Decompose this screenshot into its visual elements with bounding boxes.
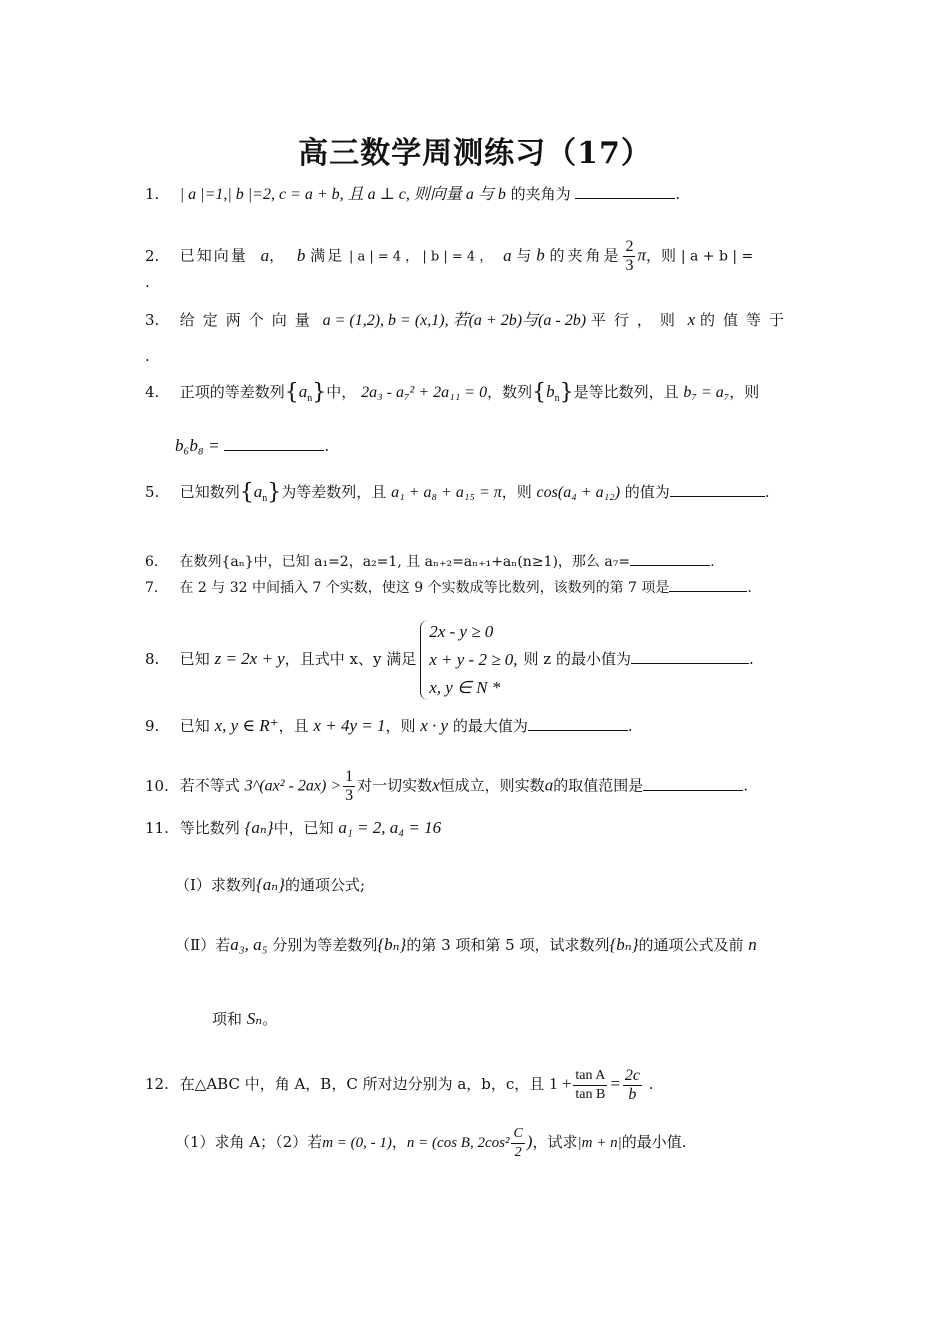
q8-text1: 已知	[179, 650, 210, 668]
seq: {bₙ}	[377, 935, 407, 954]
period: .	[743, 776, 748, 795]
comma: ，	[269, 246, 285, 265]
q11-equation: a₁ = 2, a₄ = 16	[338, 818, 442, 837]
seq2: {bₙ}	[609, 935, 639, 954]
part-text4: 的最小值.	[621, 1133, 687, 1151]
q5-text2: 为等差数列，且	[281, 483, 387, 501]
q4-text3: ，数列	[487, 383, 533, 401]
q4-equation: 2a₃ - a₇² + 2a₁₁ = 0	[361, 384, 488, 401]
q2-text1: 已知向量	[179, 246, 248, 265]
q12-part	[175, 1122, 686, 1163]
answer-blank[interactable]	[669, 577, 747, 592]
q2-expression: | a + b | =	[680, 248, 754, 265]
q9-text1: 已知	[179, 717, 210, 735]
q10-fraction	[343, 768, 355, 805]
q8-text2: ，且式中 x、y 满足	[284, 650, 417, 668]
period: .	[747, 580, 752, 596]
var-x: x	[432, 775, 440, 795]
constraint-2: x + y - 2 ≥ 0,	[429, 650, 518, 669]
q7-text: 在 2 与 32 中间插入 7 个实数，使这 9 个实数成等比数列，该数列的第 7 项是	[179, 580, 670, 596]
q3-text3: 的值等于	[699, 311, 792, 329]
q9-equation: x + 4y = 1	[313, 716, 386, 735]
q8-equation: z = 2x + y	[214, 649, 285, 668]
brace-left: {	[284, 380, 299, 405]
answer-blank[interactable]	[670, 482, 765, 497]
q2-vector-a: a	[260, 245, 270, 265]
seq: {aₙ}	[255, 875, 285, 894]
q3-text1: 给定两个向量	[179, 311, 318, 329]
q9-condition: x, y ∈ R⁺	[214, 716, 279, 735]
question-number: 4.	[145, 383, 160, 401]
question-9	[145, 716, 633, 736]
brace-left: {	[239, 480, 254, 505]
question-12	[145, 1064, 654, 1104]
q4-line2-expr: b₆b₈ =	[175, 436, 220, 455]
magnitude-expr: |m + n|	[577, 1135, 622, 1151]
system-brace	[420, 620, 429, 700]
q4-line2	[175, 436, 329, 456]
question-3	[145, 310, 792, 331]
q4-equation2: b₇ = a₇	[683, 384, 730, 401]
part-label: （Ⅱ）若	[175, 936, 231, 954]
q2-fraction	[623, 238, 635, 275]
q12-fraction2	[623, 1067, 642, 1104]
question-number: 8.	[145, 650, 160, 668]
q3-text2: 平行，则	[590, 311, 683, 329]
q5-text1: 已知数列	[179, 483, 240, 501]
period: .	[145, 273, 150, 291]
period: .	[324, 437, 330, 455]
q8-system	[429, 618, 517, 702]
answer-blank[interactable]	[224, 436, 324, 451]
part-text1: （1）求角 A；（2）若	[175, 1133, 323, 1151]
var-a: a	[544, 775, 554, 795]
equals: =	[609, 1074, 621, 1093]
question-5: 5. 已知数列$\{a_n\}$为等差数列，且 a₁ + a₈ + a₁₅ = π，则 cos(a₄ + a₁₂) 的值为 .	[145, 480, 770, 505]
part-label: （I）求数列	[175, 876, 256, 894]
brace-right: }	[559, 380, 574, 405]
question-number: 2.	[145, 246, 160, 265]
seq-b: b	[546, 382, 555, 401]
q11-part1	[175, 874, 365, 895]
q10-text1: 若不等式	[179, 776, 240, 795]
answer-blank[interactable]	[528, 716, 628, 731]
q9-expression: x · y	[420, 716, 449, 735]
q9-text3: ，则	[385, 717, 416, 735]
q5-equation: a₁ + a₈ + a₁₅ = π	[391, 484, 502, 501]
period: .	[648, 1075, 654, 1093]
q11-part2	[175, 934, 757, 955]
q12-fraction1	[573, 1067, 607, 1104]
period: .	[675, 185, 681, 203]
question-number: 1.	[145, 185, 160, 203]
question-number: 7.	[145, 580, 159, 596]
paren-close: )	[526, 1132, 533, 1151]
question-number: 3.	[145, 311, 160, 329]
numerator: 2c	[624, 1066, 640, 1084]
q9-text2: ，且	[278, 717, 309, 735]
period: .	[748, 650, 754, 668]
q10-text4: 的取值范围是	[553, 776, 644, 795]
q2-vector-b: b	[296, 245, 306, 265]
q9-text4: 的最大值为	[452, 717, 528, 735]
q8-text3: 则 z 的最小值为	[523, 650, 631, 668]
vector-m: m = (0, - 1)	[322, 1135, 392, 1151]
question-number: 12.	[145, 1075, 169, 1093]
question-number: 11.	[145, 819, 169, 837]
question-7	[145, 577, 752, 598]
q3-x: x	[687, 310, 696, 329]
part-text: 的通项公式;	[284, 876, 365, 894]
question-10	[145, 768, 748, 805]
constraint-1: 2x - y ≥ 0	[429, 622, 494, 641]
period: .	[764, 483, 770, 501]
q2-vector-b2: b	[536, 245, 545, 265]
numerator: 1	[345, 768, 354, 785]
seq-a: a	[298, 382, 308, 401]
numerator: tan A	[573, 1067, 607, 1086]
q4-text2: 中，	[326, 383, 357, 401]
denominator: 2	[514, 1144, 522, 1160]
q5-expression: cos(a₄ + a₁₂)	[536, 484, 621, 501]
q5-text3: ，则	[501, 483, 532, 501]
denominator: 3	[625, 257, 634, 274]
c-half-fraction	[511, 1125, 524, 1162]
q10-inequality: 3^(ax² - 2ax) >	[244, 777, 342, 795]
period: 。	[262, 1010, 278, 1028]
question-6	[145, 551, 715, 572]
part-text: 项和	[212, 1010, 243, 1028]
q3-line2	[145, 346, 150, 366]
q11-seq: {aₙ}	[244, 818, 274, 837]
period: .	[710, 554, 715, 570]
q11-text1: 等比数列	[179, 819, 240, 837]
question-8	[145, 617, 754, 701]
q4-text5: ，则	[729, 383, 760, 401]
denominator: b	[628, 1085, 637, 1103]
vector-n: n = (cos B, 2cos²	[406, 1135, 510, 1151]
q2-line2	[145, 272, 150, 292]
denominator: tan B	[575, 1086, 606, 1102]
answer-blank[interactable]	[630, 551, 710, 566]
q12-text1: 在△ABC 中，角 A，B，C 所对边分别为 a，b，c，且	[179, 1075, 545, 1093]
answer-blank[interactable]	[643, 776, 743, 791]
question-2	[145, 238, 753, 275]
brace-right: }	[312, 380, 327, 405]
constraint-3: x, y ∈ N *	[429, 678, 501, 697]
terms: a₃, a₅	[230, 935, 268, 954]
q4-text1: 正项的等差数列	[179, 383, 285, 401]
q4-text4: 是等比数列，且	[573, 383, 679, 401]
question-1	[145, 184, 680, 205]
q11-part3	[212, 1008, 277, 1029]
q2-condition: | a | = 4 ， | b | = 4 ，	[348, 249, 493, 265]
var-n: n	[748, 935, 757, 954]
pi-symbol: π	[637, 245, 647, 265]
q2-text2: 满足	[310, 246, 345, 265]
part-text2: 的第 3 项和第 5 项，试求数列	[406, 936, 610, 954]
numerator: 2	[625, 238, 634, 255]
numerator: C	[511, 1125, 524, 1144]
denominator: 3	[345, 787, 354, 804]
q2-vector-a2: a	[503, 245, 512, 265]
answer-blank[interactable]	[631, 649, 749, 664]
q12-lhs: 1 +	[549, 1074, 572, 1093]
page-title: 高三数学周测练习（17）	[298, 136, 652, 171]
q2-text4: 的夹角是	[549, 246, 622, 265]
question-4: 4. 正项的等差数列$\{a_n\}$中， 2a₃ - a₇² + 2a₁₁ = 0，数列$\{b_n\}$是等比数列，且 b₇ = a₇，则	[145, 380, 760, 405]
sum-s: Sₙ	[246, 1009, 263, 1028]
q10-text3: 恒成立，则实数	[439, 776, 545, 795]
question-number: 6.	[145, 554, 159, 570]
brace-left: {	[532, 380, 547, 405]
part-text3: 的通项公式及前	[638, 936, 744, 954]
answer-blank[interactable]	[575, 184, 675, 199]
q11-text2: 中，已知	[273, 819, 334, 837]
q6-text: 在数列{aₙ}中，已知 a₁=2，a₂=1, 且 aₙ₊₂=aₙ₊₁+aₙ(n≥1)，那么 a₇=	[179, 554, 631, 570]
brace-right: }	[267, 480, 282, 505]
period: .	[145, 347, 150, 365]
question-11	[145, 818, 441, 838]
question-number: 5.	[145, 483, 160, 501]
question-number: 9.	[145, 717, 160, 735]
seq-a: a	[253, 482, 263, 501]
q1-math: | a |=1,| b |=2, c = a + b, 且 a ⊥ c, 则向量 a 与 b	[179, 186, 506, 203]
period: .	[627, 717, 633, 735]
comma: ，	[391, 1133, 407, 1151]
q3-math: a = (1,2), b = (x,1), 若(a + 2b)与(a - 2b)	[322, 312, 587, 329]
q2-text5: ，则	[646, 246, 677, 265]
q5-text4: 的值为	[624, 483, 670, 501]
part-text3: ，试求	[532, 1133, 578, 1151]
question-number: 10.	[145, 776, 169, 795]
part-text1: 分别为等差数列	[272, 936, 378, 954]
q10-text2: 对一切实数	[357, 776, 433, 795]
q1-text: 的夹角为	[510, 185, 571, 203]
q2-text3: 与	[516, 246, 532, 265]
